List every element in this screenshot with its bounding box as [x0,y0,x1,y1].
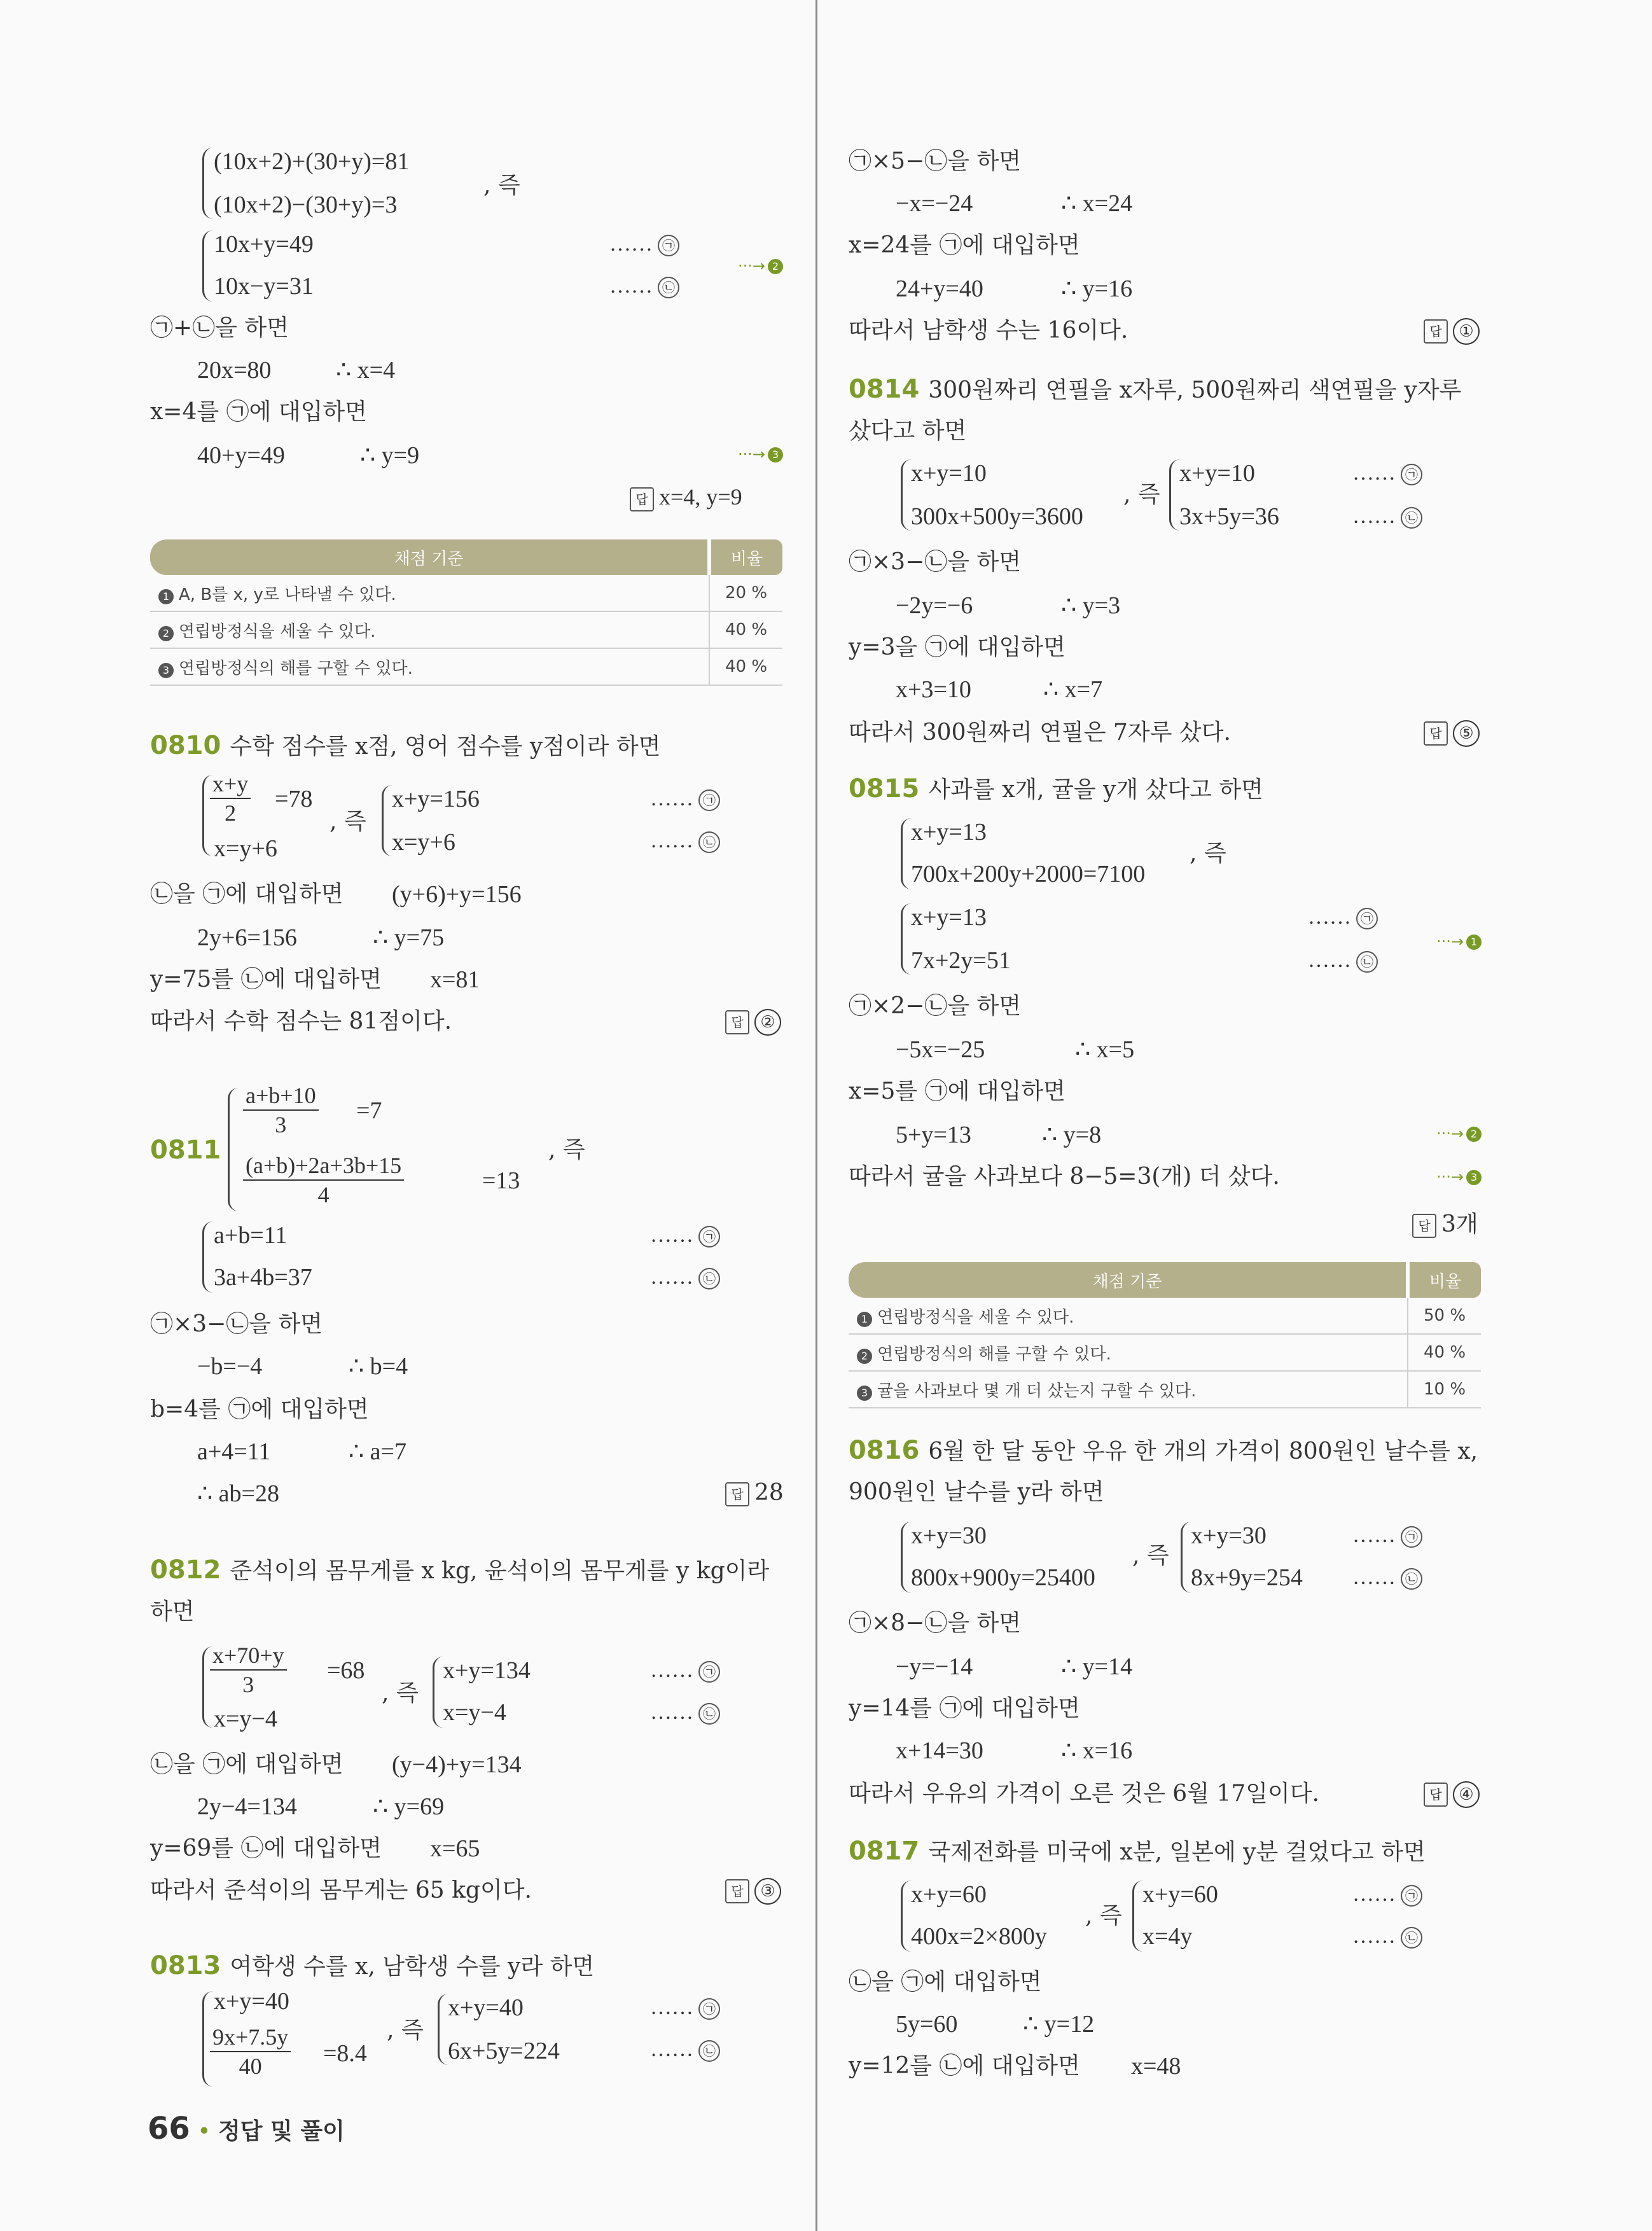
table-row: 3 연립방정식의 해를 구할 수 있다. 40 % [150,648,782,685]
equation: =7 [356,1097,382,1124]
brace [901,459,912,531]
equation: x+y=40 [448,1994,524,2021]
equation: 300x+500y=3600 [911,503,1083,530]
equation-marker: …… ㉠ [650,1995,720,2020]
solution-line: 따라서 우유의 가격이 오른 것은 6월 17일이다. [849,1781,1320,1807]
equation: (10x+2)+(30+y)=81 [214,148,410,175]
jeuk-text: , 즉 [548,1137,585,1163]
equation: 10x+y=49 [214,231,314,258]
brace [228,1088,239,1211]
solution-line: x=65 [430,1835,480,1862]
solution-line: ∴ y=9 [360,442,420,469]
brace [438,1994,448,2065]
equation-marker: …… ㉠ [650,1658,720,1683]
answer: 답 3개 [1412,1206,1478,1239]
equation-marker: …… ㉡ [1308,948,1378,973]
solution-line: ∴ x=4 [336,357,396,384]
equation: 3x+5y=36 [1179,503,1279,530]
solution-line: ∴ ab=28 [197,1480,279,1507]
solution-line: 24+y=40 [896,275,983,302]
table-row: 1 연립방정식을 세울 수 있다. 50 % [849,1298,1481,1334]
solution-line: ∴ y=8 [1042,1122,1102,1148]
solution-line: (y−4)+y=134 [392,1751,522,1778]
equation: x+y=60 [911,1881,987,1908]
jeuk-text: , 즉 [483,172,520,198]
solution-line: 따라서 귤을 사과보다 8−5=3(개) 더 샀다. [849,1164,1280,1190]
solution-line: x+3=10 [896,676,971,703]
equation: x+y=40 [214,1988,289,2015]
equation: x=y−4 [214,1706,277,1732]
solution-line: 2y−4=134 [197,1793,297,1820]
equation: =68 [327,1657,365,1684]
fraction: $\frac{x+70+y}{3}$ [210,1641,287,1699]
step-marker: ···→ 3 [738,445,783,463]
equation-marker: …… ㉡ [1352,1565,1422,1590]
solution-line: ∴ y=3 [1061,592,1121,619]
problem-0814-stem: 0814 300원짜리 연필을 x자루, 500원짜리 색연필을 y자루 [849,375,1462,404]
brace [901,1880,912,1952]
page-label: 정답 및 풀이 [218,2118,345,2144]
answer: 답 28 [725,1480,784,1506]
equation-marker: …… ㉡ [650,2037,720,2062]
brace [433,1657,443,1728]
answer: 답 ② [725,1008,781,1036]
brace [901,818,912,889]
equation-marker: …… ㉠ [609,232,679,257]
brace [1132,1880,1143,1952]
problem-0817-stem: 0817 국제전화를 미국에 x분, 일본에 y분 걸었다고 하면 [849,1837,1426,1866]
page-number: 66 [148,2111,190,2146]
equation: 700x+200y+2000=7100 [911,861,1146,887]
problem-0811-number: 0811 [150,1136,221,1165]
equation: 800x+900y=25400 [911,1564,1095,1591]
table-row: 3 귤을 사과보다 몇 개 더 샀는지 구할 수 있다. 10 % [849,1371,1481,1408]
solution-line: x=5를 ㉠에 대입하면 [849,1078,1065,1104]
solution-line: y=75를 ㉡에 대입하면 [150,966,382,992]
solution-line: 20x=80 [197,357,272,384]
solution-line: ㉠×5−㉡을 하면 [849,148,1022,174]
solution-line: 40+y=49 [197,442,285,469]
solution-line: x=24를 ㉠에 대입하면 [849,232,1080,258]
equation: x+y=10 [911,460,987,487]
equation: x=y−4 [443,1699,506,1726]
equation: x=y+6 [392,829,455,856]
step-marker: ···→ 2 [738,257,783,275]
equation-marker: …… ㉡ [650,828,720,854]
solution-line: a+4=11 [197,1438,271,1465]
brace [202,148,213,219]
equation-marker: …… ㉡ [650,1700,720,1725]
equation-marker: …… ㉠ [650,1223,720,1248]
page-footer: 66 • 정답 및 풀이 [148,2111,345,2146]
problem-stem: 900원인 날수를 y라 하면 [849,1479,1104,1505]
solution-line: −5x=−25 [896,1036,985,1063]
solution-line: ∴ y=14 [1061,1653,1133,1680]
fraction: $\frac{a+b+10}{3}$ [243,1081,319,1139]
jeuk-text: , 즉 [1190,840,1226,866]
solution-line: ㉠+㉡을 하면 [150,315,289,341]
solution-line: x=81 [430,966,480,993]
equation: 6x+5y=224 [448,2038,560,2064]
solution-line: ㉠×3−㉡을 하면 [849,549,1022,575]
problem-stem: 하면 [150,1599,195,1625]
table-row: 1 A, B를 x, y로 나타낼 수 있다. 20 % [150,575,782,611]
solution-line: ㉠×8−㉡을 하면 [849,1610,1022,1636]
jeuk-text: , 즉 [1123,482,1160,508]
solution-line: 2y+6=156 [197,924,297,951]
equation-marker: …… ㉠ [1352,1882,1422,1907]
fraction: $\frac{(a+b)+2a+3b+15}{4}$ [243,1151,404,1209]
solution-line: 5y=60 [896,2011,958,2038]
brace [202,1221,213,1293]
equation-marker: …… ㉡ [1352,504,1422,529]
step-marker: ···→ 3 [1436,1168,1482,1186]
solution-line: 5+y=13 [896,1122,971,1148]
problem-0815-stem: 0815 사과를 x개, 귤을 y개 샀다고 하면 [849,774,1263,803]
solution-line: 따라서 준석이의 몸무게는 65 kg이다. [150,1877,532,1903]
equation: 8x+9y=254 [1191,1564,1303,1591]
solution-line: 따라서 남학생 수는 16이다. [849,317,1128,344]
solution-line: ㉡을 ㉠에 대입하면 [849,1969,1042,1995]
solution-line: −b=−4 [197,1353,263,1380]
equation: x+y=13 [911,904,987,931]
jeuk-text: , 즉 [330,809,366,835]
solution-line: ㉡을 ㉠에 대입하면 [150,1751,344,1777]
equation: =78 [275,786,313,812]
solution-line: −x=−24 [896,190,973,217]
brace [1169,459,1180,531]
solution-line: ∴ y=75 [373,924,445,951]
equation: x+y=13 [911,819,987,845]
equation: a+b=11 [214,1222,288,1249]
answer: 답 x=4, y=9 [630,483,742,511]
column-divider [816,0,817,2231]
solution-line: y=69를 ㉡에 대입하면 [150,1835,382,1861]
equation: x+y=30 [911,1522,987,1549]
equation-marker: …… ㉠ [1352,1523,1422,1548]
problem-0813-stem: 0813 여학생 수를 x, 남학생 수를 y라 하면 [150,1951,595,1980]
solution-line: ∴ x=7 [1043,676,1103,703]
equation: x+y=60 [1142,1881,1218,1908]
solution-line: −2y=−6 [896,592,973,619]
problem-0816-stem: 0816 6월 한 달 동안 우유 한 개의 가격이 800원인 날수를 x, [849,1436,1478,1465]
solution-line: ∴ b=4 [349,1353,408,1380]
jeuk-text: , 즉 [387,2017,424,2043]
solution-line: ∴ y=69 [373,1793,445,1820]
jeuk-text: , 즉 [1132,1543,1169,1569]
problem-0810-stem: 0810 수학 점수를 x점, 영어 점수를 y점이라 하면 [150,731,661,760]
solution-line: 따라서 300원짜리 연필은 7자루 샀다. [849,719,1231,746]
solution-line: ∴ a=7 [349,1438,406,1465]
brace [901,1522,912,1593]
equation: x=4y [1142,1923,1193,1950]
solution-line: ㉡을 ㉠에 대입하면 [150,881,344,907]
equation: 7x+2y=51 [911,947,1011,974]
equation-marker: …… ㉡ [1352,1924,1422,1949]
equation: x+y=10 [1179,460,1255,487]
brace [901,903,912,975]
brace [1181,1522,1191,1593]
scoring-table: 채점 기준 비율 1 A, B를 x, y로 나타낼 수 있다. 20 % 2 연립방정식을 세울 수 있다. 40 % 3 연립방정식의 해를 구할 수 있다. 40 % [150,539,782,686]
solution-line: ㉠×3−㉡을 하면 [150,1311,323,1337]
equation: 3a+4b=37 [214,1264,312,1291]
equation: x+y=30 [1191,1522,1267,1549]
step-marker: ···→ 2 [1436,1125,1482,1143]
equation: 10x−y=31 [214,273,314,300]
table-row: 2 연립방정식의 해를 구할 수 있다. 40 % [849,1334,1481,1371]
equation: x=y+6 [214,835,277,862]
equation: x+y=134 [443,1657,531,1684]
solution-line: ㉠×2−㉡을 하면 [849,993,1022,1019]
equation-marker: …… ㉡ [650,1265,720,1290]
equation: x+y=156 [392,786,480,812]
answer: 답 ④ [1424,1780,1480,1808]
solution-line: ∴ x=24 [1061,190,1133,217]
fraction: $\frac{x+y}{2}$ [210,770,251,827]
answer: 답 ① [1424,317,1480,345]
brace [202,230,213,302]
brace [382,785,392,856]
solution-line: x=48 [1131,2053,1181,2080]
equation-marker: …… ㉡ [609,274,679,299]
answer: 답 ③ [725,1877,781,1905]
equation-marker: …… ㉠ [1308,905,1378,930]
answer: 답 ⑤ [1424,719,1480,747]
equation-marker: …… ㉠ [1352,461,1422,486]
fraction: $\frac{9x+7.5y}{40}$ [210,2023,291,2080]
equation: =8.4 [323,2040,367,2067]
jeuk-text: , 즉 [382,1680,419,1706]
equation-marker: …… ㉠ [650,786,720,812]
problem-0812-stem: 0812 준석이의 몸무게를 x kg, 윤석이의 몸무게를 y kg이라 [150,1555,770,1585]
solution-line: y=12를 ㉡에 대입하면 [849,2053,1080,2079]
jeuk-text: , 즉 [1085,1903,1122,1929]
solution-line: y=14를 ㉠에 대입하면 [849,1695,1080,1721]
solution-line: ∴ y=16 [1061,275,1133,302]
answer-icon: 답 [630,487,654,511]
solution-line: b=4를 ㉠에 대입하면 [150,1396,369,1422]
equation: (10x+2)−(30+y)=3 [214,191,398,218]
solution-line: ∴ x=16 [1061,1737,1133,1764]
solution-line: y=3을 ㉠에 대입하면 [849,634,1065,660]
solution-line: 따라서 수학 점수는 81점이다. [150,1008,452,1034]
equation: =13 [482,1167,520,1194]
step-marker: ···→ 1 [1436,933,1482,950]
solution-line: ∴ y=12 [1023,2011,1095,2038]
problem-stem: 샀다고 하면 [849,418,967,444]
solution-line: x+14=30 [896,1737,983,1764]
solution-line: (y+6)+y=156 [392,881,522,908]
equation: 400x=2×800y [911,1923,1047,1950]
solution-line: x=4를 ㉠에 대입하면 [150,399,367,425]
solution-line: ∴ x=5 [1075,1036,1135,1063]
scoring-table: 채점 기준 비율 1 연립방정식을 세울 수 있다. 50 % 2 연립방정식의 해를 구할 수 있다. 40 % 3 귤을 사과보다 몇 개 더 샀는지 구할 수 있다. 10 % [849,1262,1481,1408]
solution-line: −y=−14 [896,1653,973,1680]
table-row: 2 연립방정식을 세울 수 있다. 40 % [150,611,782,648]
